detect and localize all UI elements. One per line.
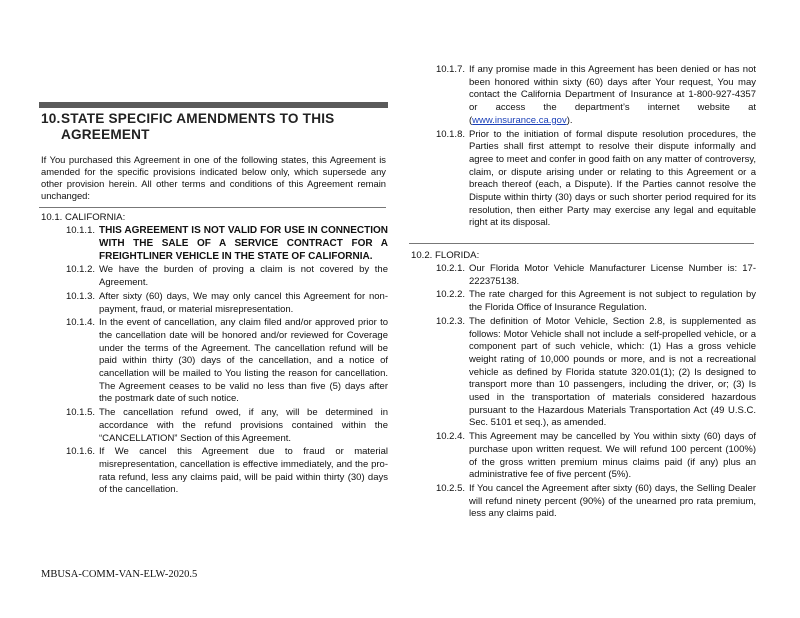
document-footer-code: MBUSA-COMM-VAN-ELW-2020.5 [41, 569, 198, 580]
list-item [41, 264, 388, 289]
item-text: THIS AGREEMENT IS NOT VALID FOR USE IN CONNECTION WITH THE SALE OF A SERVICE CONTRACT FOR A FREIGHTLINER VEHICLE IN THE STATE OF CALIFORNIA. [99, 225, 388, 262]
section-number: 10. [41, 111, 61, 126]
california-items [41, 225, 388, 498]
florida-title: 10.2. FLORIDA: [411, 250, 480, 261]
item-number: 10.2.1. [435, 263, 465, 274]
item-text: We have the burden of proving a claim is not covered by the Agreement. [99, 264, 388, 289]
section-top-bar [39, 102, 388, 108]
list-item [411, 289, 756, 314]
california-items-continued [411, 64, 756, 231]
item-text: If We cancel this Agreement due to fraud or material misrepresentation, cancellation is effective immediately, and the pro-rata refund, less any claims paid, will be paid within thirty (30) days of the cancellation. [99, 446, 388, 496]
item-text: In the event of cancellation, any claim filed and/or approved prior to the cancellation date will be honored and/or reviewed for Coverage under the terms of the Agreement. The cancellation refund will be paid within thirty (30) days of the cancellation, and a notice of cancellation will be mailed to You listing the reason for cancellation. The Agreement ceases to be valid no less than five (5) days after the postmark date of such notice. [99, 317, 388, 405]
florida-items [411, 263, 756, 522]
item-number: 10.2.3. [435, 315, 465, 327]
item-number: 10.1.5. [65, 407, 95, 419]
item-text: The cancellation refund owed, if any, will be determined in accordance with the refund provisions contained within the “CANCELLATION” Section of this Agreement. [99, 407, 388, 444]
item-number: 10.1.2. [65, 264, 95, 276]
section-heading [41, 111, 386, 143]
list-item [411, 64, 756, 128]
item-number: 10.2.4. [435, 431, 465, 443]
section-title-line1: STATE SPECIFIC AMENDMENTS TO THIS [61, 111, 335, 126]
item-text: After sixty (60) days, We may only cancel this Agreement for non-payment, fraud, or material misrepresentation. [99, 290, 388, 315]
list-item [411, 431, 756, 482]
item-number: 10.1.3. [65, 290, 95, 302]
divider-california [39, 207, 386, 208]
item-text: Our Florida Motor Vehicle Manufacturer License Number is: 17-222375138. [469, 263, 756, 287]
item-number: 10.1.7. [435, 64, 465, 75]
item-number: 10.2.5. [435, 482, 465, 494]
item-text: The definition of Motor Vehicle, Section 2.8, is supplemented as follows: Motor Vehicle shall not include a self-propelled vehicle, or a component part of such vehicle, which: (1) Has a gross vehicle weight rating of 10,000 pounds or more, and is not a recreational vehicle as defined by Florida statute 320.01(1); (2) Is designed to transport more than 10 passengers, including the driver, or; (3) Is used in the transportation of materials considered hazardous pursuant to the Hazardous Materials Transportation Act (49 U.S.C. Sec. 5101 et seq.), as amended. [469, 315, 756, 429]
item-number: 10.1.1. [65, 225, 95, 236]
item-number: 10.2.2. [435, 289, 465, 301]
insurance-website-link[interactable]: www.insurance.ca.gov [472, 114, 567, 126]
item-text-before: If any promise made in this Agreement has been denied or has not been honored within sixty (60) days after Your request, You may contact the California Department of Insurance at 1-800-927-4357 or access the department’s internet website at ( [469, 64, 756, 126]
list-item [411, 129, 756, 231]
item-text: Prior to the initiation of formal dispute resolution procedures, the Parties shall first attempt to resolve their dispute informally and agree to meet and confer in good faith on any matter of controversy, claim, or dispute arising under or relating to this Agreement or a breach thereof (each, a Dispute). If the Parties cannot resolve the Dispute within thirty (30) days or such shorter period required for its resolution, then either Party may exercise any legal and equitable right at its disposal. [469, 128, 756, 229]
item-number: 10.1.4. [65, 317, 95, 329]
item-text: This Agreement may be cancelled by You within sixty (60) days of purchase upon written request. We will refund 100 percent (100%) of the gross written premium minus claims paid (if any) plus an administrative fee of five percent (5%). [469, 431, 756, 481]
list-item [41, 407, 388, 445]
section-intro: If You purchased this Agreement in one of the following states, this Agreement is amended for the specific provisions indicated below only, which supersede any other provision herein. All other terms and conditions of this Agreement remain unchanged: [41, 154, 386, 201]
item-number: 10.1.6. [65, 446, 95, 458]
list-item [41, 291, 388, 316]
list-item [41, 446, 388, 497]
list-item [41, 225, 388, 263]
list-item [411, 483, 756, 521]
list-item [411, 263, 756, 288]
california-title: 10.1. CALIFORNIA: [41, 212, 126, 223]
list-item [41, 317, 388, 406]
item-text-after: ). [566, 114, 573, 126]
item-text: If You cancel the Agreement after sixty (60) days, the Selling Dealer will refund ninety percent (90%) of the unearned pro rata premium, less any claims paid. [469, 482, 756, 520]
divider-florida [409, 243, 754, 244]
section-title-line2: AGREEMENT [61, 127, 150, 142]
item-text: The rate charged for this Agreement is not subject to regulation by the Florida Office of Insurance Regulation. [469, 289, 756, 314]
item-text [469, 64, 756, 128]
item-number: 10.1.8. [435, 128, 465, 140]
list-item [411, 316, 756, 430]
